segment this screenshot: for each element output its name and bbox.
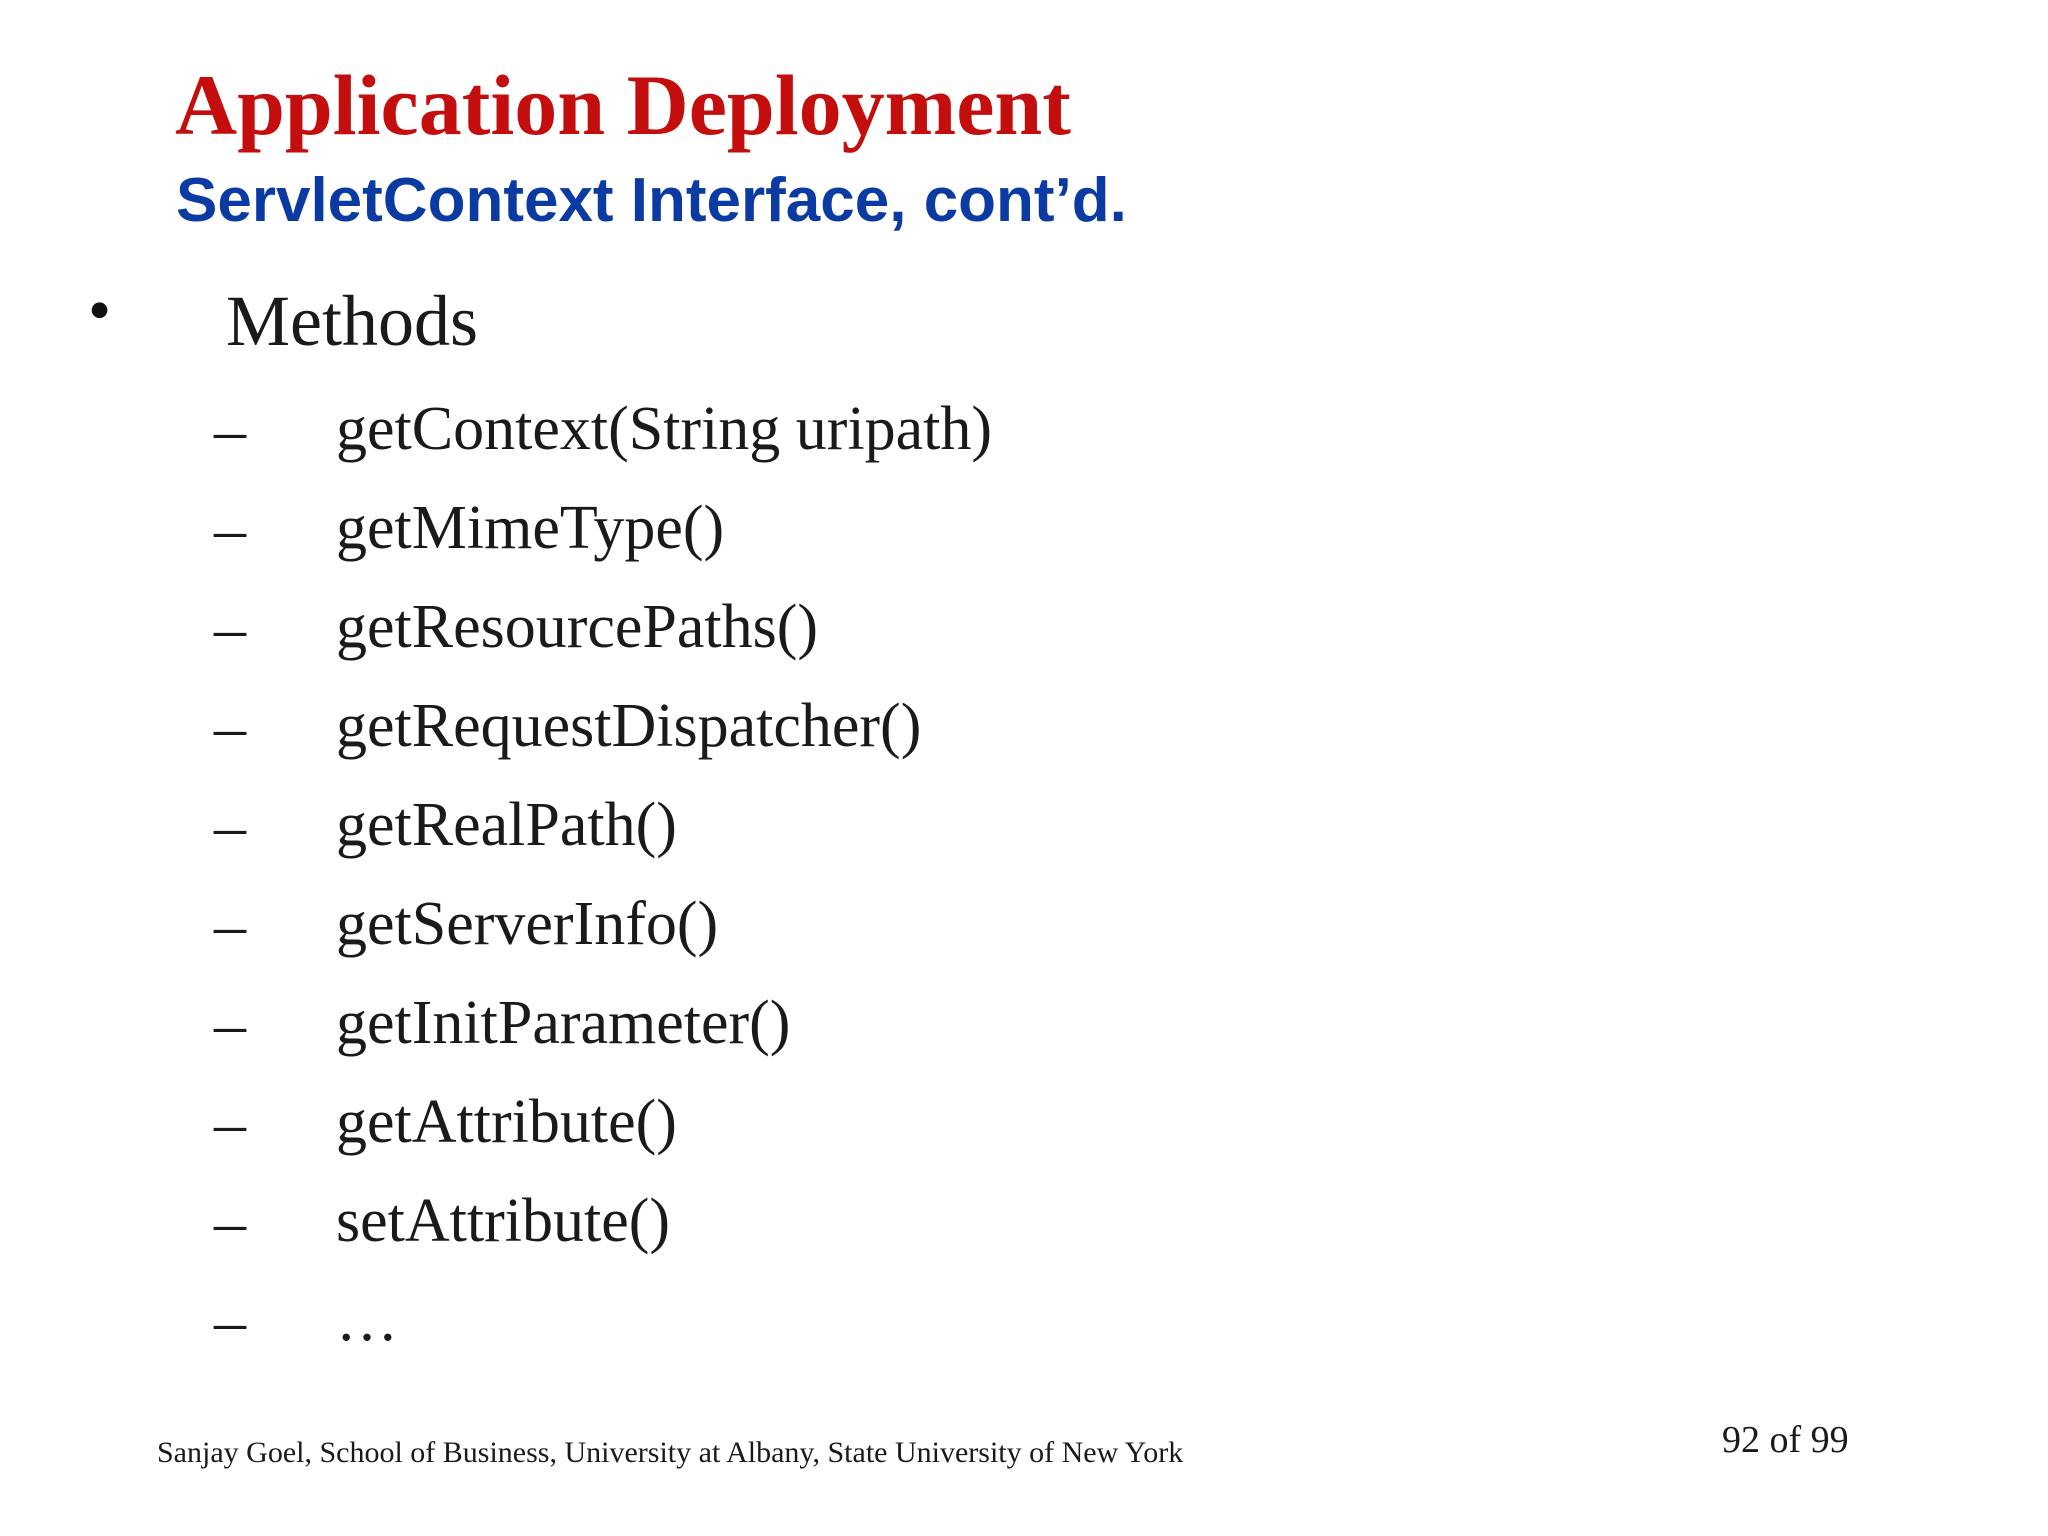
method-name: setAttribute() xyxy=(336,1187,671,1255)
dash-icon: – xyxy=(214,1087,246,1158)
dash-icon: – xyxy=(214,592,246,663)
method-name: getResourcePaths() xyxy=(336,593,819,661)
dash-icon: – xyxy=(214,691,246,762)
list-item xyxy=(0,1087,2048,1181)
method-name: getAttribute() xyxy=(336,1088,677,1156)
method-name: getRequestDispatcher() xyxy=(336,692,922,760)
dash-icon: – xyxy=(214,493,246,564)
dash-icon: – xyxy=(214,1186,246,1257)
method-name: getMimeType() xyxy=(336,494,725,562)
list-item xyxy=(0,394,2048,488)
method-name: getServerInfo() xyxy=(336,890,719,958)
list-item xyxy=(0,1186,2048,1280)
slide-subtitle: ServletContext Interface, cont’d. xyxy=(176,166,1127,235)
list-item xyxy=(0,493,2048,587)
dash-icon: – xyxy=(214,1285,246,1356)
list-item xyxy=(0,988,2048,1082)
page-number: 92 of 99 xyxy=(1722,1419,1849,1461)
bullet-icon: • xyxy=(88,274,112,347)
bullet-text-methods: Methods xyxy=(226,281,478,361)
list-item xyxy=(0,790,2048,884)
footer-credit: Sanjay Goel, School of Business, University at Albany, State University of New York xyxy=(157,1436,1184,1469)
method-name: getRealPath() xyxy=(336,791,677,859)
dash-icon: – xyxy=(214,988,246,1059)
method-name: getContext(String uripath) xyxy=(336,395,993,463)
list-item xyxy=(0,1285,2048,1379)
method-name: getInitParameter() xyxy=(336,989,791,1057)
list-item xyxy=(0,691,2048,785)
list-item xyxy=(0,592,2048,686)
dash-icon: – xyxy=(214,394,246,465)
list-item xyxy=(0,889,2048,983)
method-name: … xyxy=(336,1286,398,1354)
slide-title: Application Deployment xyxy=(175,57,1071,153)
dash-icon: – xyxy=(214,790,246,861)
dash-icon: – xyxy=(214,889,246,960)
